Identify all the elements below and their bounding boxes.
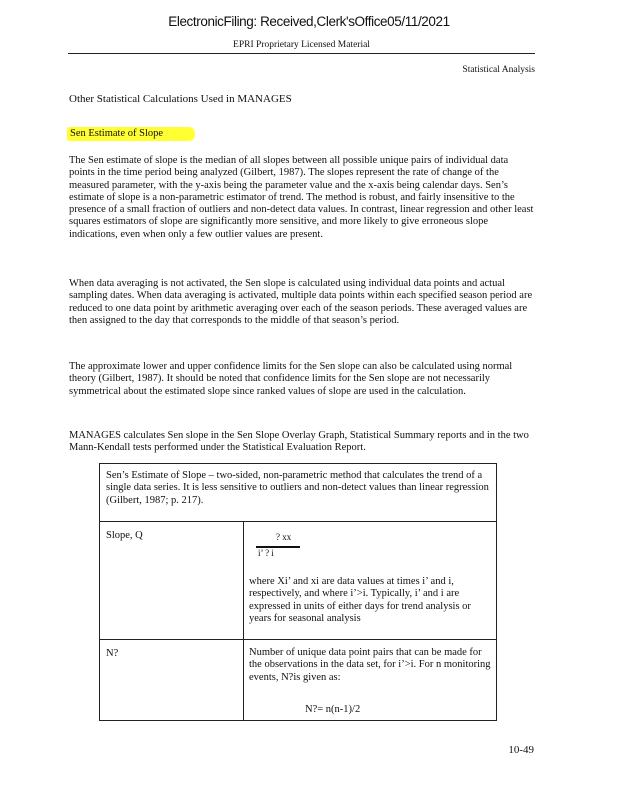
- paragraph-confidence-limits: The approximate lower and upper confidence limits for the Sen slope can also be calculated using normal theory (Gilbert, 1987). It should be noted that confidence limits for the Sen slope are not necessarily symmetrical about the estimated slope since ranked values of slope are used in the calculation.: [69, 361, 513, 397]
- n-formula: N?= n(n-1)/2: [305, 704, 361, 715]
- table-divider: [100, 639, 496, 640]
- table-divider: [100, 521, 496, 522]
- header-rule: [68, 53, 535, 54]
- n-label: N?: [106, 648, 119, 659]
- paragraph-sen-definition: The Sen estimate of slope is the median of all slopes between all possible unique pairs of individual data points in the time period being analyzed (Gilbert, 1987). The slopes represent the rate of change of the measured parameter, with the y-axis being the parameter value and the x-axis being calendar days. Sen’s estimate of slope is a non-parametric estimator of trend. The method is robust, and fairly insensitive to the presence of a small fraction of outliers and non-detect data values. In contrast, linear regression and other least squares estimators of slope are significantly more sensitive, and more likely to give erroneous slope indications, even when only a few outlier values are present.: [69, 155, 534, 240]
- slope-label: Slope, Q: [106, 530, 143, 541]
- table-column-divider: [243, 521, 244, 720]
- table-intro: Sen’s Estimate of Slope – two-sided, non-parametric method that calculates the trend of a single data series. It is less sensitive to outliers and non-detect values than linear regression (Gilbert, 1987; p. 217).: [106, 470, 489, 506]
- slope-denominator: i’ ? i: [258, 548, 274, 558]
- subheading: Other Statistical Calculations Used in MANAGES: [69, 93, 292, 105]
- filing-stamp: ElectronicFiling: Received,Clerk'sOffice05/11/2021: [168, 14, 450, 29]
- page-number: 10-49: [508, 744, 534, 756]
- proprietary-notice: EPRI Proprietary Licensed Material: [233, 40, 370, 50]
- paragraph-manages: MANAGES calculates Sen slope in the Sen Slope Overlay Graph, Statistical Summary reports and in the two Mann-Kendall tests performed under the Statistical Evaluation Report.: [69, 430, 529, 454]
- paragraph-data-averaging: When data averaging is not activated, the Sen slope is calculated using individual data points and actual sampling dates. When data averaging is activated, multiple data points within each specified season period are reduced to one data point by arithmetic averaging over each of the season periods. These averaged values are then assigned to the day that corresponds to the middle of that season’s period.: [69, 278, 533, 326]
- section-heading: Sen Estimate of Slope: [70, 128, 164, 139]
- section-title: Statistical Analysis: [462, 65, 535, 75]
- n-description: Number of unique data point pairs that can be made for the observations in the data set, for i’>i. For n monitoring events, N?is given as:: [249, 647, 491, 683]
- slope-numerator: ? xx: [276, 532, 292, 542]
- slope-description: where Xi’ and xi are data values at times i’ and i, respectively, and where i’>i. Typically, i’ and i are expressed in units of either days for trend analysis or years for seasonal analysis: [249, 576, 471, 624]
- definition-table: [99, 463, 497, 721]
